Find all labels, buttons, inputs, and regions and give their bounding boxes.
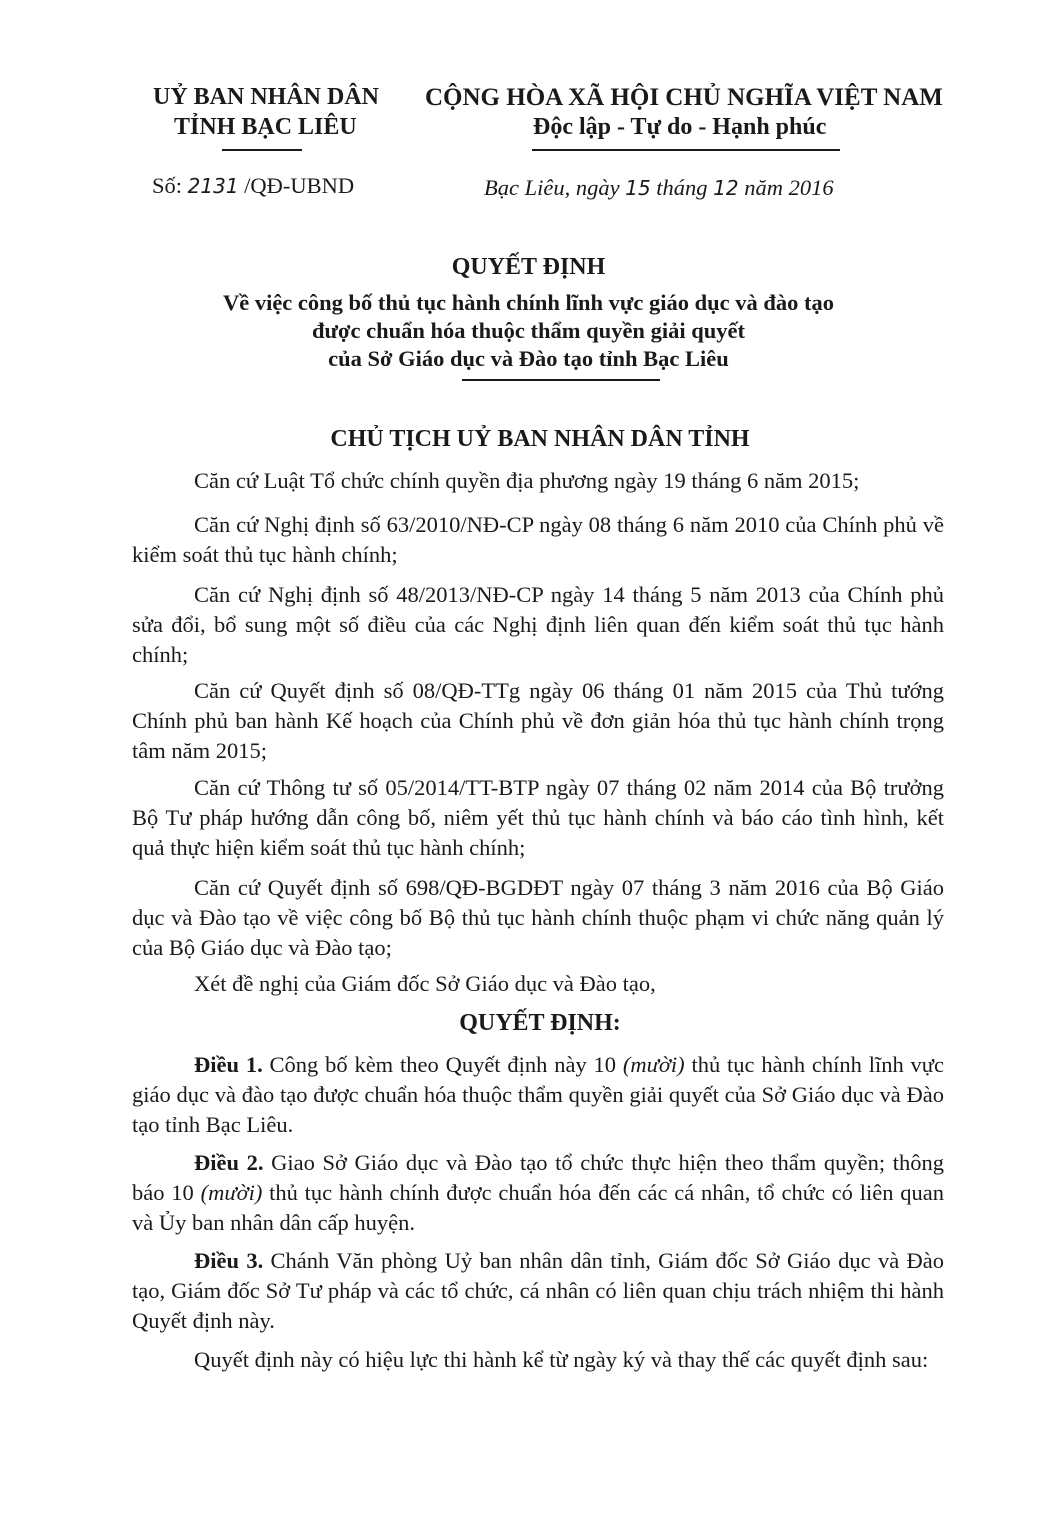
document-title: QUYẾT ĐỊNH (451, 254, 606, 280)
ground-4: Căn cứ Quyết định số 08/QĐ-TTg ngày 06 tháng 01 năm 2015 của Thủ tướng Chính phủ ban hành Kế hoạch của Chính phủ về đơn giản hóa thủ tục hành chính trọng tâm năm 2015; (132, 678, 944, 763)
agency-province: TỈNH BẠC LIÊU (174, 114, 357, 140)
date-pre: Bạc Liêu, ngày (484, 175, 620, 200)
ground-2: Căn cứ Nghị định số 63/2010/NĐ-CP ngày 08 tháng 6 năm 2010 của Chính phủ về kiểm soát thủ tục hành chính; (132, 512, 944, 567)
doc-number-suffix: /QĐ-UBND (244, 173, 355, 198)
date-day-handwritten: 15 (625, 176, 651, 200)
date-mid: tháng (656, 175, 708, 200)
article-3-label: Điều 3. (194, 1248, 264, 1273)
article-1: Điều 1. Công bố kèm theo Quyết định này 10 (mười) thủ tục hành chính lĩnh vực giáo dục và đào tạo được chuẩn hóa thuộc thẩm quyền giải quyết của Sở Giáo dục và Đào tạo tỉnh Bạc Liêu. (132, 1052, 944, 1137)
doc-number (152, 171, 354, 201)
closing-paragraph: Quyết định này có hiệu lực thi hành kể từ ngày ký và thay thế các quyết định sau: (194, 1347, 929, 1372)
doc-number-prefix: Số: (152, 173, 183, 198)
nation-name: CỘNG HÒA XÃ HỘI CHỦ NGHĨA VIỆT NAM (425, 84, 943, 111)
article-3: Điều 3. Chánh Văn phòng Uỷ ban nhân dân tỉnh, Giám đốc Sở Giáo dục và Đào tạo, Giám đốc Sở Tư pháp và các tổ chức, cá nhân có liên quan chịu trách nhiệm thi hành Quyết định này. (132, 1248, 944, 1333)
article-1-label: Điều 1. (194, 1052, 263, 1077)
article-2-label: Điều 2. (194, 1150, 264, 1175)
ground-3: Căn cứ Nghị định số 48/2013/NĐ-CP ngày 14 tháng 5 năm 2013 của Chính phủ sửa đổi, bổ sung một số điều của các Nghị định liên quan đến kiểm soát thủ tục hành chính; (132, 582, 944, 667)
doc-number-handwritten: 2131 (187, 174, 239, 198)
subject-line-1: Về việc công bố thủ tục hành chính lĩnh vực giáo dục và đào tạo (222, 290, 835, 315)
agency-underline (222, 149, 302, 151)
date-post: năm 2016 (744, 175, 834, 200)
ground-6: Căn cứ Quyết định số 698/QĐ-BGDĐT ngày 07 tháng 3 năm 2016 của Bộ Giáo dục và Đào tạo về việc công bố Bộ thủ tục hành chính thuộc phạm vi chức năng quản lý của Bộ Giáo dục và Đào tạo; (132, 875, 944, 960)
decision-heading: QUYẾT ĐỊNH: (459, 1010, 621, 1036)
issuing-authority: CHỦ TỊCH UỶ BAN NHÂN DÂN TỈNH (330, 426, 750, 452)
agency-name: UỶ BAN NHÂN DÂN (153, 84, 379, 110)
article-2: Điều 2. Giao Sở Giáo dục và Đào tạo tổ chức thực hiện theo thẩm quyền; thông báo 10 (mười) thủ tục hành chính được chuẩn hóa đến các cá nhân, tổ chức có liên quan và Ủy ban nhân dân cấp huyện. (132, 1150, 944, 1235)
ground-1: Căn cứ Luật Tổ chức chính quyền địa phương ngày 19 tháng 6 năm 2015; (194, 468, 860, 493)
ground-7: Xét đề nghị của Giám đốc Sở Giáo dục và Đào tạo, (194, 971, 656, 996)
ground-5: Căn cứ Thông tư số 05/2014/TT-BTP ngày 07 tháng 02 năm 2014 của Bộ trưởng Bộ Tư pháp hướng dẫn công bố, niêm yết thủ tục hành chính và báo cáo tình hình, kết quả thực hiện kiểm soát thủ tục hành chính; (132, 775, 944, 860)
date-month-handwritten: 12 (713, 176, 739, 200)
subject-line-3: của Sở Giáo dục và Đào tạo tỉnh Bạc Liêu (328, 346, 729, 371)
subject-line-2: được chuẩn hóa thuộc thẩm quyền giải quyết (312, 318, 745, 343)
doc-date (484, 173, 834, 203)
motto-underline (532, 149, 840, 151)
nation-motto: Độc lập - Tự do - Hạnh phúc (533, 114, 827, 140)
title-underline (462, 379, 660, 381)
